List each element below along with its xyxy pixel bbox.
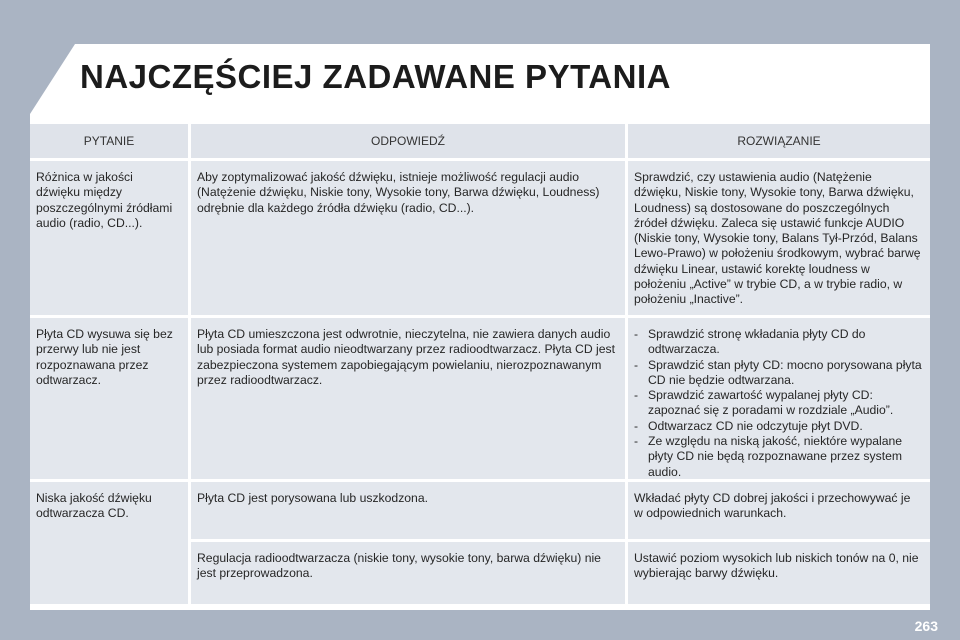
row1-answer: Aby zoptymalizować jakość dźwięku, istnieje możliwość regulacji audio (Natężenie dźwięku, Niskie tony, Wysokie tony, Barwa dźwięku, Loudness) odrębnie dla każdego źródła dźwięku (radio, CD...). <box>191 161 625 315</box>
row3-answer: Płyta CD jest porysowana lub uszkodzona. <box>191 482 625 539</box>
page-title: NAJCZĘŚCIEJ ZADAWANE PYTANIA <box>80 58 671 95</box>
solution-list <box>634 327 922 480</box>
row2-answer: Płyta CD umieszczona jest odwrotnie, nieczytelna, nie zawiera danych audio lub posiada format audio nieodtwarzany przez radioodtwarzacz. Płyta CD jest zabezpieczona systemem zapobiegającym powielaniu, nierozpoznawanym przez radioodtwarzacz. <box>191 318 625 479</box>
solution-list-item: - Ze względu na niską jakość, niektóre wypalane płyty CD nie będą rozpoznawane przez system audio. <box>634 434 922 480</box>
row1-solution: Sprawdzić, czy ustawienia audio (Natężenie dźwięku, Niskie tony, Wysokie tony, Barwa dźwięku, Loudness) są dostosowane do poszczególnych źródeł dźwięku. Zaleca się ustawić funkcje AUDIO (Niskie tony, Wysokie tony, Balans Tył-Przód, Balans Lewo-Prawo) w położeniu środkowym, wybrać barwę dźwięku Linear, ustawić korektę loudness w położeniu „Active” w trybie CD, a w trybie radio, w położeniu „Inactive”. <box>628 161 930 315</box>
header-solution: ROZWIĄZANIE <box>628 124 930 158</box>
page-number: 263 <box>914 618 938 634</box>
row3-solution: Wkładać płyty CD dobrej jakości i przechowywać je w odpowiednich warunkach. <box>628 482 930 539</box>
solution-list-item: - Sprawdzić stan płyty CD: mocno porysowana płyta CD nie będzie odtwarzana. <box>634 358 922 389</box>
row1-question: Różnica w jakości dźwięku między poszczególnymi źródłami audio (radio, CD...). <box>30 161 188 315</box>
row4-answer: Regulacja radioodtwarzacza (niskie tony, wysokie tony, barwa dźwięku) nie jest przeprowadzona. <box>191 542 625 604</box>
header-answer: ODPOWIEDŹ <box>191 124 625 158</box>
solution-list-item: - Sprawdzić zawartość wypalanej płyty CD: zapoznać się z poradami w rozdziale „Audio”. <box>634 388 922 419</box>
row2-solution <box>628 318 930 479</box>
row2-question: Płyta CD wysuwa się bez przerwy lub nie jest rozpoznawana przez odtwarzacz. <box>30 318 188 479</box>
solution-list-item: - Odtwarzacz CD nie odczytuje płyt DVD. <box>634 419 922 434</box>
row3-question: Niska jakość dźwięku odtwarzacza CD. <box>30 482 188 604</box>
faq-table <box>30 124 930 604</box>
row4-solution: Ustawić poziom wysokich lub niskich tonów na 0, nie wybierając barwy dźwięku. <box>628 542 930 604</box>
solution-list-item: - Sprawdzić stronę wkładania płyty CD do odtwarzacza. <box>634 327 922 358</box>
header-question: PYTANIE <box>30 124 188 158</box>
